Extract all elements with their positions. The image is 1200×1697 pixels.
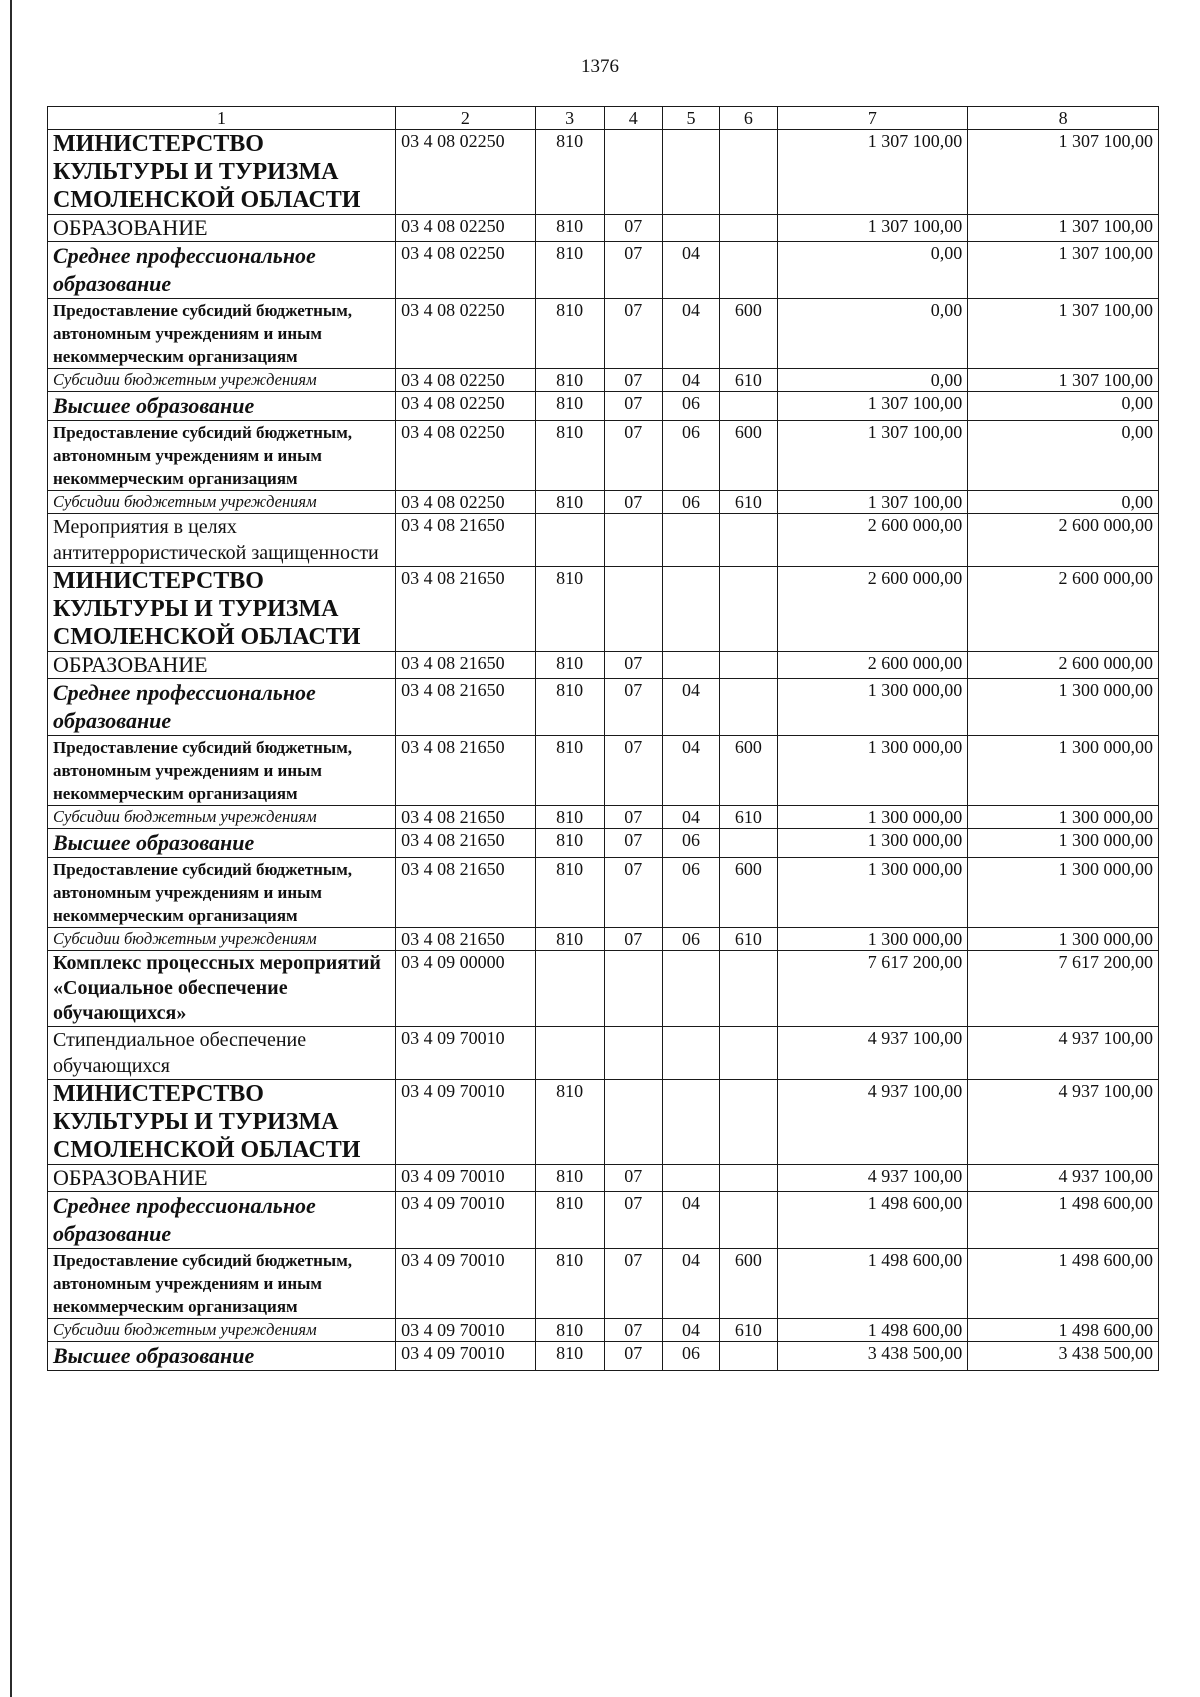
row-description: МИНИСТЕРСТВО КУЛЬТУРЫ И ТУРИЗМА СМОЛЕНСКОЙ ОБЛАСТИ (53, 131, 361, 213)
row-amount-col7: 2 600 000,00 (777, 567, 968, 652)
row-amount-col7: 0,00 (777, 299, 968, 369)
row-ministry-code: 810 (535, 928, 604, 951)
row-description-cell (48, 299, 396, 369)
row-amount-col8: 1 307 100,00 (968, 242, 1159, 299)
row-expense-type (720, 1192, 777, 1249)
row-section-code: 07 (604, 806, 662, 829)
row-ministry-code: 810 (535, 1249, 604, 1319)
table-body (48, 130, 1159, 1371)
row-subsection-code: 06 (662, 829, 719, 858)
row-amount-col8: 1 300 000,00 (968, 736, 1159, 806)
row-expense-type: 600 (720, 858, 777, 928)
row-subsection-code: 06 (662, 491, 719, 514)
row-description-cell (48, 491, 396, 514)
column-header-2: 2 (396, 107, 536, 130)
table-row (48, 369, 1159, 392)
row-amount-col8: 1 498 600,00 (968, 1319, 1159, 1342)
row-expense-type: 610 (720, 369, 777, 392)
row-amount-col8: 0,00 (968, 491, 1159, 514)
table-header-row (48, 107, 1159, 130)
row-description: Среднее профессиональное образование (53, 1193, 316, 1246)
column-header-3: 3 (535, 107, 604, 130)
row-amount-col7: 1 498 600,00 (777, 1319, 968, 1342)
row-description-cell (48, 514, 396, 567)
row-expense-type (720, 514, 777, 567)
row-ministry-code: 810 (535, 652, 604, 679)
row-description-cell (48, 392, 396, 421)
row-description-cell (48, 829, 396, 858)
table-row (48, 514, 1159, 567)
row-amount-col8: 4 937 100,00 (968, 1165, 1159, 1192)
row-section-code: 07 (604, 829, 662, 858)
row-description-cell (48, 1192, 396, 1249)
row-amount-col7: 1 307 100,00 (777, 421, 968, 491)
row-description-cell (48, 1342, 396, 1371)
row-expense-type (720, 1027, 777, 1080)
row-description: Комплекс процессных мероприятий «Социальное обеспечение обучающихся» (53, 952, 381, 1024)
row-ministry-code: 810 (535, 369, 604, 392)
row-expense-type: 600 (720, 421, 777, 491)
row-description-cell (48, 421, 396, 491)
row-amount-col7: 4 937 100,00 (777, 1080, 968, 1165)
row-subsection-code: 04 (662, 299, 719, 369)
table-row (48, 491, 1159, 514)
table-row (48, 215, 1159, 242)
row-description: Среднее профессиональное образование (53, 243, 316, 296)
table-row (48, 652, 1159, 679)
row-target-code: 03 4 09 70010 (396, 1165, 536, 1192)
column-header-5: 5 (662, 107, 719, 130)
row-description: Субсидии бюджетным учреждениям (53, 929, 317, 948)
row-expense-type (720, 951, 777, 1027)
table-row (48, 1192, 1159, 1249)
row-subsection-code: 06 (662, 858, 719, 928)
row-amount-col8: 1 307 100,00 (968, 215, 1159, 242)
row-expense-type (720, 1342, 777, 1371)
row-description: Субсидии бюджетным учреждениям (53, 492, 317, 511)
row-ministry-code: 810 (535, 1080, 604, 1165)
row-ministry-code: 810 (535, 1319, 604, 1342)
row-subsection-code: 04 (662, 679, 719, 736)
row-section-code: 07 (604, 858, 662, 928)
column-header-7: 7 (777, 107, 968, 130)
row-target-code: 03 4 09 70010 (396, 1249, 536, 1319)
row-description: Предоставление субсидий бюджетным, автономным учреждениям и иным некоммерческим организациям (53, 738, 353, 803)
table-row (48, 567, 1159, 652)
table-row (48, 1165, 1159, 1192)
row-ministry-code (535, 1027, 604, 1080)
row-expense-type: 600 (720, 299, 777, 369)
row-description: Предоставление субсидий бюджетным, автономным учреждениям и иным некоммерческим организациям (53, 423, 353, 488)
row-description: ОБРАЗОВАНИЕ (53, 215, 208, 240)
row-ministry-code: 810 (535, 130, 604, 215)
row-description: Высшее образование (53, 830, 255, 855)
row-description: Высшее образование (53, 393, 255, 418)
row-target-code: 03 4 08 21650 (396, 736, 536, 806)
row-ministry-code: 810 (535, 736, 604, 806)
row-section-code: 07 (604, 242, 662, 299)
row-description: Среднее профессиональное образование (53, 680, 316, 733)
row-amount-col8: 1 300 000,00 (968, 806, 1159, 829)
row-amount-col7: 2 600 000,00 (777, 514, 968, 567)
table-row (48, 951, 1159, 1027)
row-amount-col8: 2 600 000,00 (968, 652, 1159, 679)
page-number: 1376 (581, 56, 619, 77)
row-section-code: 07 (604, 369, 662, 392)
row-ministry-code: 810 (535, 1192, 604, 1249)
row-description-cell (48, 1080, 396, 1165)
row-description-cell (48, 679, 396, 736)
row-target-code: 03 4 09 70010 (396, 1027, 536, 1080)
row-amount-col8: 1 307 100,00 (968, 299, 1159, 369)
row-section-code (604, 130, 662, 215)
row-target-code: 03 4 08 02250 (396, 130, 536, 215)
row-expense-type (720, 652, 777, 679)
row-description: Высшее образование (53, 1343, 255, 1368)
row-description-cell (48, 652, 396, 679)
row-expense-type (720, 130, 777, 215)
row-section-code: 07 (604, 736, 662, 806)
row-amount-col8: 1 300 000,00 (968, 679, 1159, 736)
row-expense-type: 610 (720, 491, 777, 514)
row-expense-type: 610 (720, 1319, 777, 1342)
row-ministry-code: 810 (535, 858, 604, 928)
row-description-cell (48, 242, 396, 299)
row-amount-col8: 4 937 100,00 (968, 1027, 1159, 1080)
row-description: МИНИСТЕРСТВО КУЛЬТУРЫ И ТУРИЗМА СМОЛЕНСКОЙ ОБЛАСТИ (53, 568, 361, 650)
row-subsection-code: 06 (662, 1342, 719, 1371)
row-section-code (604, 1080, 662, 1165)
column-header-6: 6 (720, 107, 777, 130)
row-ministry-code: 810 (535, 1165, 604, 1192)
row-amount-col8: 3 438 500,00 (968, 1342, 1159, 1371)
row-subsection-code: 06 (662, 421, 719, 491)
row-description: МИНИСТЕРСТВО КУЛЬТУРЫ И ТУРИЗМА СМОЛЕНСКОЙ ОБЛАСТИ (53, 1081, 361, 1163)
row-amount-col7: 2 600 000,00 (777, 652, 968, 679)
row-target-code: 03 4 08 21650 (396, 567, 536, 652)
row-expense-type: 600 (720, 1249, 777, 1319)
row-ministry-code: 810 (535, 392, 604, 421)
row-section-code: 07 (604, 392, 662, 421)
row-amount-col8: 0,00 (968, 421, 1159, 491)
row-section-code: 07 (604, 299, 662, 369)
row-section-code: 07 (604, 652, 662, 679)
row-subsection-code (662, 215, 719, 242)
row-subsection-code: 04 (662, 1249, 719, 1319)
row-ministry-code: 810 (535, 1342, 604, 1371)
row-subsection-code (662, 1165, 719, 1192)
row-description-cell (48, 369, 396, 392)
row-ministry-code: 810 (535, 679, 604, 736)
row-amount-col7: 4 937 100,00 (777, 1027, 968, 1080)
column-header-4: 4 (604, 107, 662, 130)
row-target-code: 03 4 08 02250 (396, 242, 536, 299)
row-description: Субсидии бюджетным учреждениям (53, 370, 317, 389)
row-target-code: 03 4 08 21650 (396, 806, 536, 829)
table-row (48, 421, 1159, 491)
row-section-code (604, 514, 662, 567)
row-target-code: 03 4 08 02250 (396, 215, 536, 242)
row-target-code: 03 4 08 21650 (396, 928, 536, 951)
scan-left-edge (10, 0, 12, 1697)
table-row (48, 1080, 1159, 1165)
row-subsection-code: 04 (662, 1192, 719, 1249)
row-target-code: 03 4 08 02250 (396, 392, 536, 421)
row-subsection-code (662, 1080, 719, 1165)
row-description-cell (48, 1249, 396, 1319)
row-amount-col7: 4 937 100,00 (777, 1165, 968, 1192)
table-row (48, 130, 1159, 215)
row-description-cell (48, 806, 396, 829)
row-description: Мероприятия в целях антитеррористической защищенности (53, 516, 379, 564)
row-subsection-code: 06 (662, 928, 719, 951)
row-subsection-code (662, 1027, 719, 1080)
row-section-code: 07 (604, 491, 662, 514)
row-amount-col8: 1 307 100,00 (968, 130, 1159, 215)
row-subsection-code: 04 (662, 369, 719, 392)
row-amount-col7: 0,00 (777, 369, 968, 392)
column-header-1: 1 (48, 107, 396, 130)
table-row (48, 928, 1159, 951)
row-amount-col7: 1 300 000,00 (777, 806, 968, 829)
row-description-cell (48, 928, 396, 951)
row-amount-col8: 1 498 600,00 (968, 1192, 1159, 1249)
row-target-code: 03 4 08 02250 (396, 421, 536, 491)
row-subsection-code: 04 (662, 736, 719, 806)
row-subsection-code (662, 567, 719, 652)
row-amount-col7: 1 300 000,00 (777, 679, 968, 736)
column-header-8: 8 (968, 107, 1159, 130)
row-ministry-code: 810 (535, 215, 604, 242)
row-description-cell (48, 567, 396, 652)
row-ministry-code: 810 (535, 829, 604, 858)
budget-table (47, 106, 1159, 1371)
row-amount-col7: 3 438 500,00 (777, 1342, 968, 1371)
row-description: Субсидии бюджетным учреждениям (53, 807, 317, 826)
row-subsection-code (662, 652, 719, 679)
row-amount-col7: 1 307 100,00 (777, 392, 968, 421)
row-target-code: 03 4 08 21650 (396, 679, 536, 736)
row-description: Субсидии бюджетным учреждениям (53, 1320, 317, 1339)
row-amount-col7: 1 300 000,00 (777, 736, 968, 806)
row-target-code: 03 4 08 21650 (396, 652, 536, 679)
row-expense-type (720, 567, 777, 652)
row-expense-type: 610 (720, 806, 777, 829)
row-expense-type: 600 (720, 736, 777, 806)
row-expense-type (720, 1080, 777, 1165)
row-ministry-code (535, 514, 604, 567)
row-target-code: 03 4 09 70010 (396, 1192, 536, 1249)
row-amount-col7: 1 307 100,00 (777, 215, 968, 242)
row-section-code: 07 (604, 1165, 662, 1192)
row-section-code: 07 (604, 928, 662, 951)
row-section-code: 07 (604, 1192, 662, 1249)
row-description-cell (48, 1165, 396, 1192)
row-amount-col7: 0,00 (777, 242, 968, 299)
row-ministry-code: 810 (535, 567, 604, 652)
row-section-code: 07 (604, 1342, 662, 1371)
row-amount-col7: 1 307 100,00 (777, 491, 968, 514)
row-amount-col8: 7 617 200,00 (968, 951, 1159, 1027)
table-row (48, 1319, 1159, 1342)
row-target-code: 03 4 08 21650 (396, 829, 536, 858)
row-amount-col7: 1 307 100,00 (777, 130, 968, 215)
row-amount-col7: 1 498 600,00 (777, 1192, 968, 1249)
row-ministry-code: 810 (535, 421, 604, 491)
row-expense-type (720, 1165, 777, 1192)
row-amount-col8: 1 300 000,00 (968, 858, 1159, 928)
table-row (48, 858, 1159, 928)
row-section-code: 07 (604, 421, 662, 491)
row-amount-col7: 7 617 200,00 (777, 951, 968, 1027)
table-row (48, 392, 1159, 421)
row-description-cell (48, 215, 396, 242)
row-target-code: 03 4 08 02250 (396, 491, 536, 514)
row-amount-col7: 1 498 600,00 (777, 1249, 968, 1319)
row-expense-type (720, 679, 777, 736)
row-amount-col8: 1 307 100,00 (968, 369, 1159, 392)
row-amount-col8: 1 300 000,00 (968, 829, 1159, 858)
row-amount-col7: 1 300 000,00 (777, 928, 968, 951)
table-row (48, 829, 1159, 858)
row-description-cell (48, 130, 396, 215)
row-subsection-code (662, 951, 719, 1027)
row-target-code: 03 4 08 21650 (396, 858, 536, 928)
row-description-cell (48, 1027, 396, 1080)
row-target-code: 03 4 08 02250 (396, 299, 536, 369)
row-description: Предоставление субсидий бюджетным, автономным учреждениям и иным некоммерческим организациям (53, 301, 353, 366)
row-target-code: 03 4 08 02250 (396, 369, 536, 392)
row-target-code: 03 4 08 21650 (396, 514, 536, 567)
row-section-code (604, 951, 662, 1027)
row-section-code: 07 (604, 679, 662, 736)
row-amount-col7: 1 300 000,00 (777, 858, 968, 928)
row-subsection-code (662, 514, 719, 567)
row-amount-col8: 4 937 100,00 (968, 1080, 1159, 1165)
row-section-code: 07 (604, 1319, 662, 1342)
row-target-code: 03 4 09 70010 (396, 1080, 536, 1165)
row-subsection-code: 04 (662, 806, 719, 829)
row-subsection-code: 06 (662, 392, 719, 421)
row-section-code (604, 567, 662, 652)
row-expense-type (720, 392, 777, 421)
row-description: ОБРАЗОВАНИЕ (53, 652, 208, 677)
row-ministry-code: 810 (535, 806, 604, 829)
table-row (48, 1027, 1159, 1080)
row-amount-col7: 1 300 000,00 (777, 829, 968, 858)
row-target-code: 03 4 09 70010 (396, 1342, 536, 1371)
table-row (48, 1342, 1159, 1371)
row-subsection-code: 04 (662, 1319, 719, 1342)
row-description: Предоставление субсидий бюджетным, автономным учреждениям и иным некоммерческим организациям (53, 1251, 353, 1316)
row-expense-type: 610 (720, 928, 777, 951)
row-amount-col8: 0,00 (968, 392, 1159, 421)
row-description-cell (48, 1319, 396, 1342)
row-expense-type (720, 215, 777, 242)
row-description-cell (48, 951, 396, 1027)
row-section-code: 07 (604, 215, 662, 242)
table-row (48, 806, 1159, 829)
row-ministry-code: 810 (535, 491, 604, 514)
row-expense-type (720, 242, 777, 299)
table-row (48, 299, 1159, 369)
row-description-cell (48, 736, 396, 806)
row-description-cell (48, 858, 396, 928)
row-ministry-code: 810 (535, 242, 604, 299)
row-target-code: 03 4 09 00000 (396, 951, 536, 1027)
table-row (48, 1249, 1159, 1319)
row-amount-col8: 2 600 000,00 (968, 514, 1159, 567)
row-ministry-code: 810 (535, 299, 604, 369)
row-section-code (604, 1027, 662, 1080)
row-subsection-code (662, 130, 719, 215)
row-expense-type (720, 829, 777, 858)
row-amount-col8: 1 498 600,00 (968, 1249, 1159, 1319)
row-description: Стипендиальное обеспечение обучающихся (53, 1029, 307, 1077)
row-subsection-code: 04 (662, 242, 719, 299)
row-section-code: 07 (604, 1249, 662, 1319)
row-ministry-code (535, 951, 604, 1027)
row-amount-col8: 1 300 000,00 (968, 928, 1159, 951)
row-target-code: 03 4 09 70010 (396, 1319, 536, 1342)
table-row (48, 736, 1159, 806)
table-row (48, 679, 1159, 736)
table-row (48, 242, 1159, 299)
row-description: Предоставление субсидий бюджетным, автономным учреждениям и иным некоммерческим организациям (53, 860, 353, 925)
row-description: ОБРАЗОВАНИЕ (53, 1165, 208, 1190)
row-amount-col8: 2 600 000,00 (968, 567, 1159, 652)
